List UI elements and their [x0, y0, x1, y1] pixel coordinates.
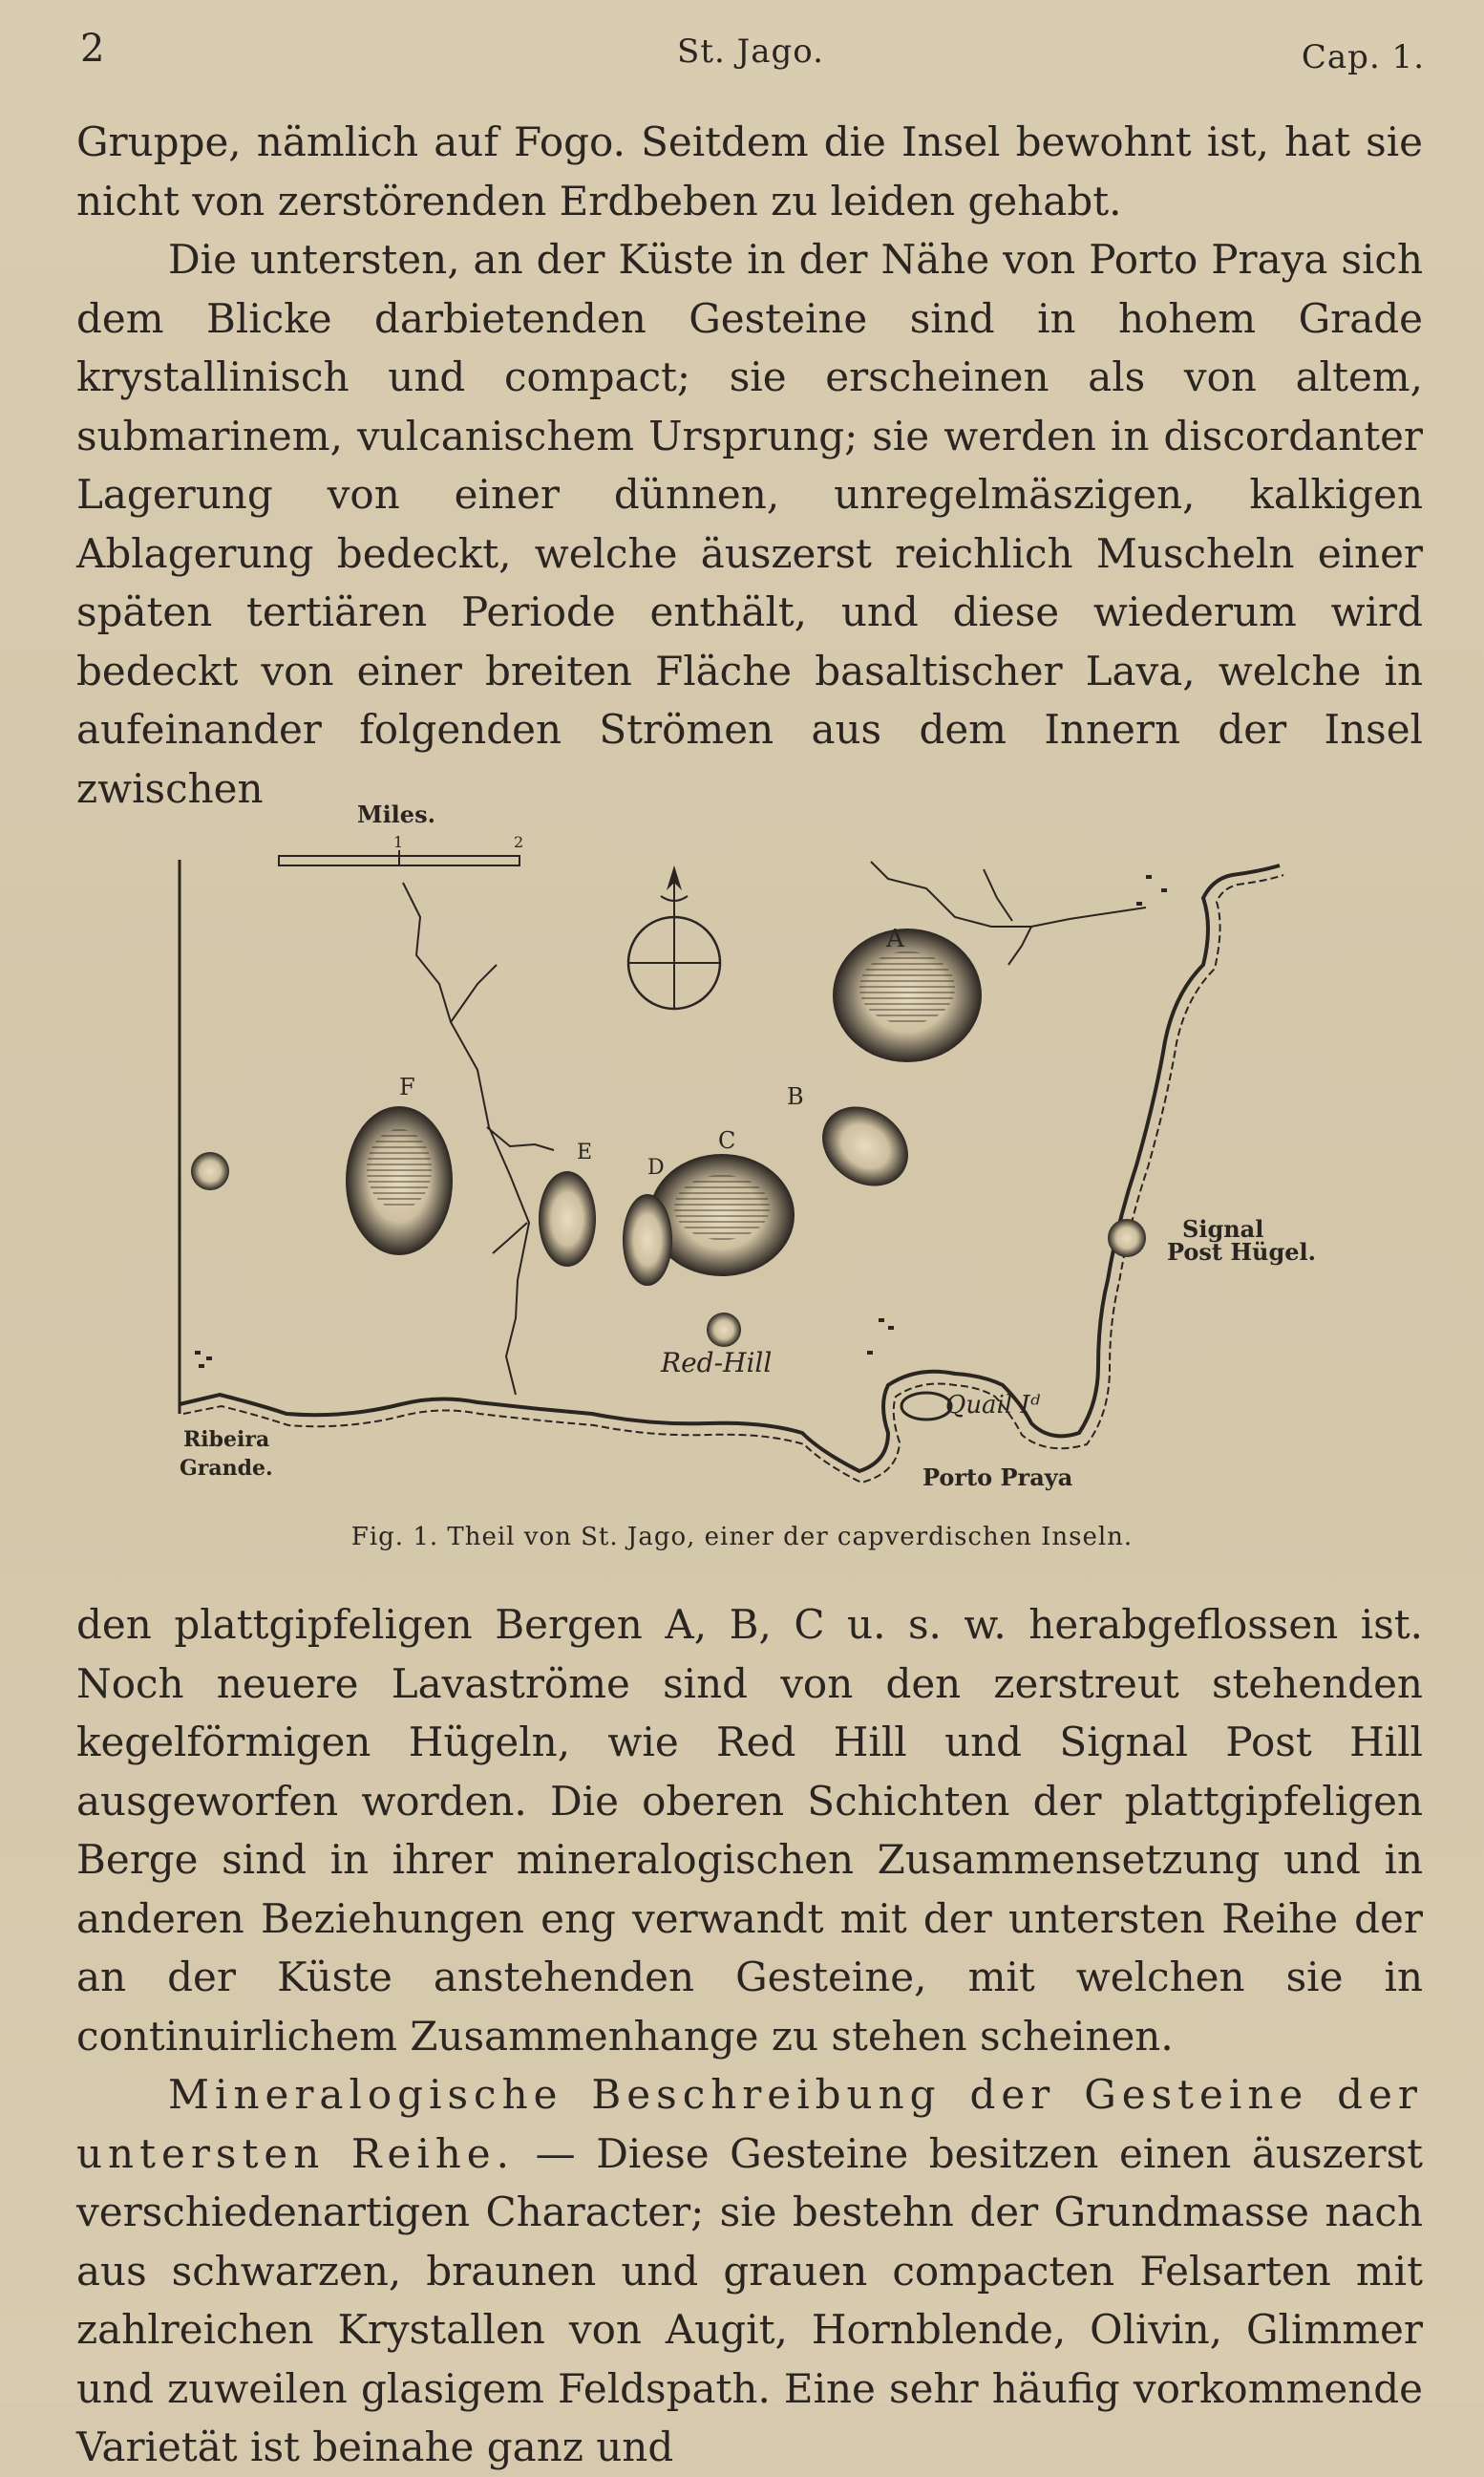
hill-D: [623, 1194, 672, 1286]
label-signal: Signal: [1182, 1215, 1264, 1243]
label-porto-praya: Porto Praya: [922, 1463, 1073, 1491]
scale-tick-2: 2: [514, 833, 524, 851]
label-F: F: [399, 1074, 415, 1100]
scale-tick-1: 1: [393, 833, 404, 851]
paragraph: Die untersten, an der Küste in der Nähe von Porto Praya sich dem Blicke darbietenden Gesteine sind in hohem Grade krystallinisch und compact; sie erscheinen als von altem, submarinem, vulcanischem Ursprung; sie werden in discordanter Lagerung von einer dünnen, unregelmäszigen, kalkigen Ablagerung bedeckt, welche äuszerst reichlich Muscheln einer späten tertiären Periode enthält, und diese wiederum wird bedeckt von einer breiten Fläche basaltischer Lava, welche in aufeinander folgenden Strömen aus dem Innern der Insel zwischen: [76, 236, 1423, 812]
quail-island: [901, 1393, 951, 1420]
label-post-hugel: Post Hügel.: [1167, 1238, 1317, 1266]
red-hill-cone: [707, 1313, 741, 1347]
label-C: C: [718, 1127, 736, 1154]
settlement-marks: [195, 875, 1167, 1368]
chapter-label: Cap. 1.: [1301, 38, 1425, 76]
map-drawing: [153, 783, 1337, 1509]
hill-B: [807, 1090, 923, 1202]
page-number: 2: [80, 27, 106, 71]
scale-title: Miles.: [357, 801, 435, 828]
hill-A: [833, 929, 982, 1062]
signal-post-cone: [1108, 1219, 1146, 1257]
body-text-bottom: [76, 1595, 1423, 2477]
hill-F: [346, 1106, 453, 1255]
label-ribeira: Ribeira: [183, 1427, 270, 1452]
label-D: D: [647, 1156, 665, 1180]
hill-E: [539, 1171, 596, 1267]
river-lines: [403, 862, 1146, 1395]
label-red-hill: Red-Hill: [661, 1347, 773, 1378]
body-text-top: [76, 113, 1423, 818]
scale-bar: [279, 850, 519, 865]
paragraph: den plattgipfeligen Bergen A, B, C u. s. w. herabgeflossen ist. Noch neuere Lavaströme sind von den zerstreut stehenden kegelförmigen Hügeln, wie Red Hill und Signal Post Hill ausgeworfen worden. Die oberen Schichten der plattgipfeligen Berge sind in ihrer mineralogischen Zusammensetzung und in anderen Beziehungen eng verwandt mit der untersten Reihe der an der Küste anstehenden Gesteine, mit welchen sie in continuirlichem Zusammenhange zu stehen scheinen.: [76, 1601, 1423, 2060]
label-grande: Grande.: [180, 1456, 273, 1481]
label-E: E: [577, 1141, 593, 1164]
label-B: B: [787, 1083, 804, 1110]
paragraph: Gruppe, nämlich auf Fogo. Seitdem die Insel bewohnt ist, hat sie nicht von zerstörenden Erdbeben zu leiden gehabt.: [76, 118, 1423, 224]
label-A: A: [886, 925, 904, 953]
paragraph: [76, 2065, 1423, 2477]
figure-caption: Fig. 1. Theil von St. Jago, einer der capverdischen Inseln.: [350, 1523, 1134, 1551]
running-title: St. Jago.: [677, 32, 824, 71]
page-header: [76, 27, 1425, 84]
compass-icon: [628, 865, 720, 1009]
label-quail: Quail Iᵈ: [945, 1391, 1041, 1420]
section-heading-spaced: Mineralogische Beschreibung der Gesteine der untersten Reihe.: [76, 2071, 1423, 2177]
map-figure: [153, 783, 1337, 1509]
paragraph-rest: — Diese Gesteine besitzen einen äuszerst verschiedenartigen Character; sie bestehn der Grundmasse nach aus schwarzen, braunen und grauen compacten Felsarten mit zahlreichen Krystallen von Augit, Hornblende, Olivin, Glimmer und zuweilen glasigem Feldspath. Eine sehr häufig vorkommende Varietät ist beinahe ganz und: [76, 2129, 1423, 2470]
cone-west: [191, 1152, 229, 1190]
hill-C: [649, 1154, 795, 1276]
